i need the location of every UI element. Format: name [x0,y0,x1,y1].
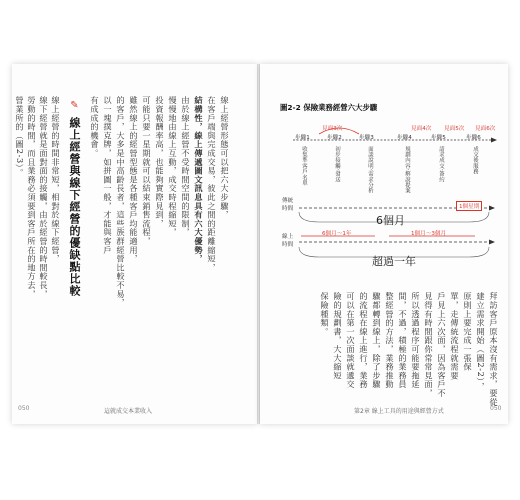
right-footer: 第2章 線上工具的用途與經營方式 [354,408,444,415]
right-body-col-11 [358,292,370,389]
right-body-line: 拜訪客戶原本沒有需求，要從 [489,292,499,407]
row-label-online: 線上時間 [282,234,294,248]
section-line: 線上經營的時間非常短，相對於線下經營， [51,96,61,264]
range-a-label: 6個月～1年 [322,231,352,237]
left-body-line: 以一塊撲克牌，如拼圖一般，才能與客戶 [103,96,113,255]
right-body-col-8 [397,292,409,389]
step-detail: 規劃內容·解說提案 [404,146,410,194]
right-body-col-6 [423,292,435,398]
section-line: 勞動的時間，而且業務必須要到客戶所在的地方去， [27,96,37,299]
one-week-tag: 1個星期 [456,201,482,211]
left-body-emphasis: 結構性，線上傳遞圖文訊息具有六大優勢， [194,96,204,264]
right-body-col-13 [332,292,344,380]
step-detail: 收集準客戶名單 [301,146,307,186]
left-body-col-1 [219,96,231,219]
left-body-line: 的客戶，大多是中高齡長者，這些族群經營比較不易， [116,96,126,308]
right-body-line: 所以透過程序可能要拖延 [411,292,421,389]
right-body-line: 險的規劃書，大大縮短 [333,292,343,380]
right-body-line: 整經營的方法，業務推動 [385,292,395,389]
range-b-label: 1個月～3個月 [411,231,447,237]
step-detail: 面談說明·需求分析 [367,146,373,194]
section-col-2 [38,96,50,298]
left-body-col-2 [206,96,218,272]
left-body-col-4 [180,96,192,237]
left-body-col-10 [102,96,114,254]
left-body-line: 投資報酬率高，也能夠實際見到， [155,96,165,228]
right-body-line: 驟都轉到線上，除了步驟 [372,292,382,389]
right-body-col-4 [449,292,461,380]
left-body-col-3 [193,96,205,263]
left-footer: 這就成交本業收入 [104,408,153,415]
figure-title: 圖2-2 保險業務經營六大步驟 [280,103,378,112]
duration-main: 6個月 [376,214,405,227]
right-body-line: 建立需求開始（圖2-2）， [476,292,486,391]
left-body-line: 由於線上經營不受時間空間的限制， [181,96,191,237]
right-body-col-3 [462,292,474,371]
left-body-col-9 [115,96,127,307]
left-body-line: 在客戶端與完成交易，彼此之間的距離縮短， [207,96,217,272]
section-col-1 [50,96,62,263]
right-body-col-9 [384,292,396,389]
section-line: 線下經營就是面對面的接觸，由於經營的時間較長， [39,96,49,299]
left-body-col-8 [128,96,140,263]
meet-label: 見面4次 [411,126,432,132]
right-body-col-10 [371,292,383,389]
right-body-line: 的流程在線上進行，業務 [359,292,369,389]
right-body-line: 保險種類。 [320,292,330,336]
step-detail: 成交後服務 [472,146,478,175]
arrow-head-icon [489,240,495,245]
arrow-head-icon [489,206,495,211]
step-label: 步驟1 [295,135,310,141]
left-body-col-7 [141,96,153,246]
section-line: 營業所的（圖2-3）。 [15,96,25,178]
right-body-line: 可以在第一次面談就遞交 [346,292,356,389]
section-col-3 [26,96,38,298]
left-body-line: 慢慢地由線上互動，成交時程縮短， [168,96,178,237]
right-page-number: 050 [490,405,502,412]
right-body-col-2 [475,292,487,391]
left-body-col-5 [167,96,179,237]
left-body-line: 線上經營形態可以把六大步驟， [220,96,230,220]
left-body-line: 雖然線上的經營型態是各種客戶均能適用， [129,96,139,264]
left-page-number: 050 [18,405,30,412]
meet-label: 見面3次 [322,126,343,132]
right-body-col-14 [319,292,331,336]
step-label: 步驟2 [327,135,342,141]
right-body-col-1 [488,292,500,406]
arrow-head-icon [491,138,497,143]
step-label: 步驟5 [431,135,446,141]
duration-long: 超過一年 [372,255,416,268]
step-label: 步驟6 [466,135,481,141]
step-detail: 初步接觸·發送 [334,146,340,183]
section-col-4 [14,96,26,177]
right-body-line: 戶見上六次面，因為客戶不 [437,292,447,398]
left-body-line: 有成成的機會。 [90,96,100,158]
right-body-col-7 [410,292,422,389]
left-body-line: 可能只要一星期就可以結束銷售流程， [142,96,152,246]
step-label: 步驟4 [397,135,412,141]
right-body-line: 間，不過，積極的業務員 [398,292,408,389]
step-detail: 請求成交·簽約 [438,146,444,183]
section-heading-text: 線上經營與線下經營的優缺點比較 [68,116,81,297]
right-body-col-5 [436,292,448,398]
right-body-col-12 [345,292,357,389]
right-body-line: 原則上要完成一張保 [463,292,473,372]
meet-label: 見面6次 [475,126,496,132]
left-body-col-6 [154,96,166,228]
right-body-line: 見得有時間跟你常常見面， [424,292,434,398]
left-body-col-11 [89,96,101,158]
right-body-line: 單，走傳統流程就需要 [450,292,460,380]
section-heading [66,100,82,297]
row-label-traditional: 傳統時間 [282,198,294,212]
step-label: 步驟3 [359,135,374,141]
pencil-icon: ✎ [69,100,80,112]
meet-label: 見面5次 [444,126,465,132]
